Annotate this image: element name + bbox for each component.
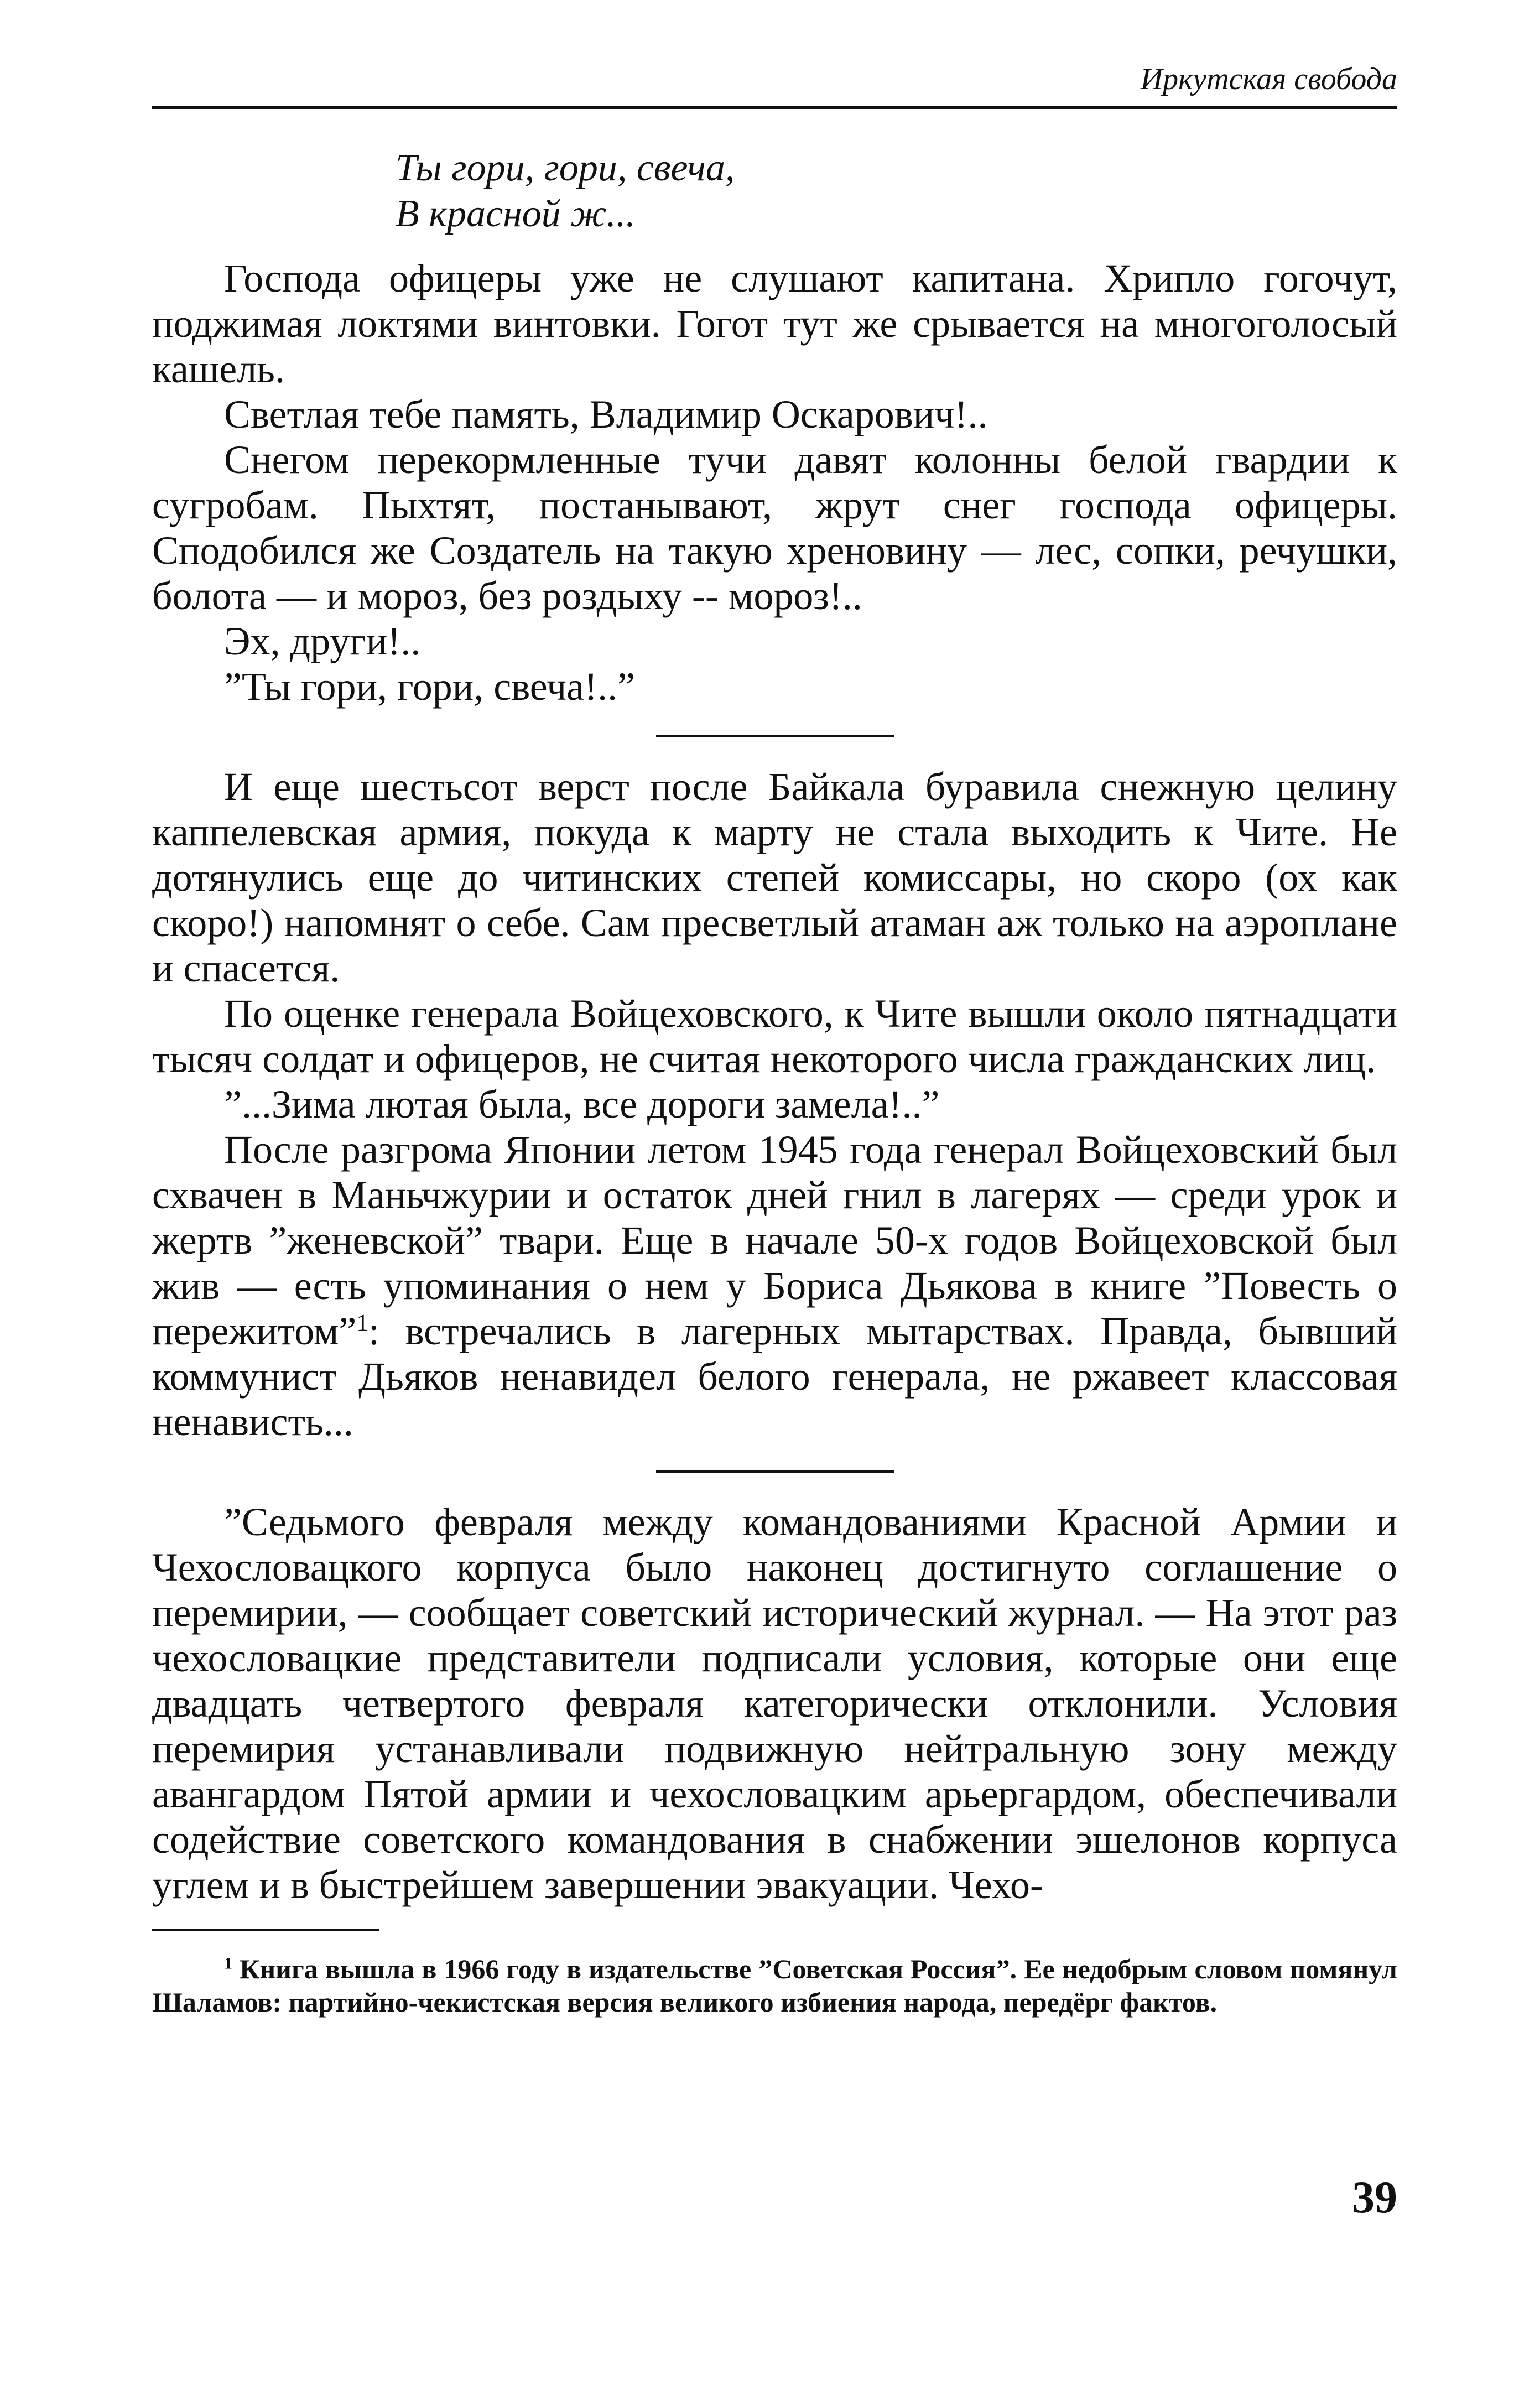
- footnote-rule: [152, 1929, 379, 1931]
- paragraph: По оценке генерала Войцеховского, к Чите вышли около пятнадцати тысяч солдат и офицеров, не считая некоторого числа гражданских лиц.: [152, 991, 1397, 1081]
- section-divider: [656, 735, 894, 737]
- paragraph: [152, 1127, 1397, 1444]
- footnote-text: Книга вышла в 1966 году в издательстве ”Советская Россия”. Ее недобрым словом помянул Шаламов: партийно-чекистская версия великого избиения народа, передёрг фактов.: [152, 1953, 1397, 2018]
- paragraph-text: После разгрома Японии летом 1945 года генерал Войцеховский был схвачен в Маньчжурии и остаток дней гнил в лагерях — среди урок и жертв ”женевской” твари. Еще в начале 50-х годов Войцеховской был жив — есть упоминания о нем у Бориса Дьякова в книге ”Повесть о пережитом”: [152, 1127, 1397, 1353]
- footnote: [152, 1952, 1397, 2019]
- verse-line: В красной ж...: [396, 193, 636, 235]
- page-body: [152, 145, 1397, 2019]
- running-title: Иркутская свобода: [1140, 62, 1397, 96]
- paragraph: ”Ты гори, гори, свеча!..”: [224, 664, 636, 709]
- paragraph: Господа офицеры уже не слушают капитана. Хрипло гогочут, поджимая локтями винтовки. Гогот тут же срывается на многоголосый кашель.: [152, 256, 1397, 391]
- paragraph: Снегом перекормленные тучи давят колонны белой гвардии к сугробам. Пыхтят, постанывают, жрут снег господа офицеры. Сподобился же Создатель на такую хреновину — лес, сопки, речушки, болота — и мороз, без роздыху -- мороз!..: [152, 438, 1397, 618]
- verse-line: Ты гори, гори, свеча,: [396, 147, 735, 189]
- footnote-reference[interactable]: 1: [356, 1310, 368, 1336]
- paragraph: Эх, други!..: [224, 619, 421, 663]
- paragraph: И еще шестьсот верст после Байкала буравила снежную целину каппелевская армия, покуда к марту не стала выходить к Чите. Не дотянулись еще до читинских степей комиссары, но скоро (ох как скоро!) напомнят о себе. Сам пресветлый атаман аж только на аэроплане и спасется.: [152, 765, 1397, 990]
- paragraph-text: : встречались в лагерных мытарствах. Правда, бывший коммунист Дьяков ненавидел белого генерала, не ржавеет классовая ненависть...: [152, 1309, 1397, 1444]
- paragraph: Светлая тебе память, Владимир Оскарович!..: [224, 392, 988, 436]
- page-number: 39: [1352, 2172, 1397, 2222]
- verse-epigraph: [396, 145, 1397, 237]
- paragraph: ”Седьмого февраля между командованиями Красной Армии и Чехословацкого корпуса было наконец достигнуто соглашение о перемирии, — сообщает советский исторический журнал. — На этот раз чехословацкие представители подписали условия, которые они еще двадцать четвертого февраля категорически отклонили. Условия перемирия устанавливали подвижную нейтральную зону между авангардом Пятой армии и чехословацким арьергардом, обеспечивали содействие советского командования в снабжении эшелонов корпуса углем и в быстрейшем завершении эвакуации. Чехо-: [152, 1500, 1397, 1907]
- footnote-marker: 1: [224, 1954, 232, 1973]
- running-header: [152, 53, 1397, 109]
- paragraph: ”...Зима лютая была, все дороги замела!..”: [224, 1082, 940, 1126]
- section-divider: [656, 1470, 894, 1473]
- main-text: [152, 256, 1397, 1908]
